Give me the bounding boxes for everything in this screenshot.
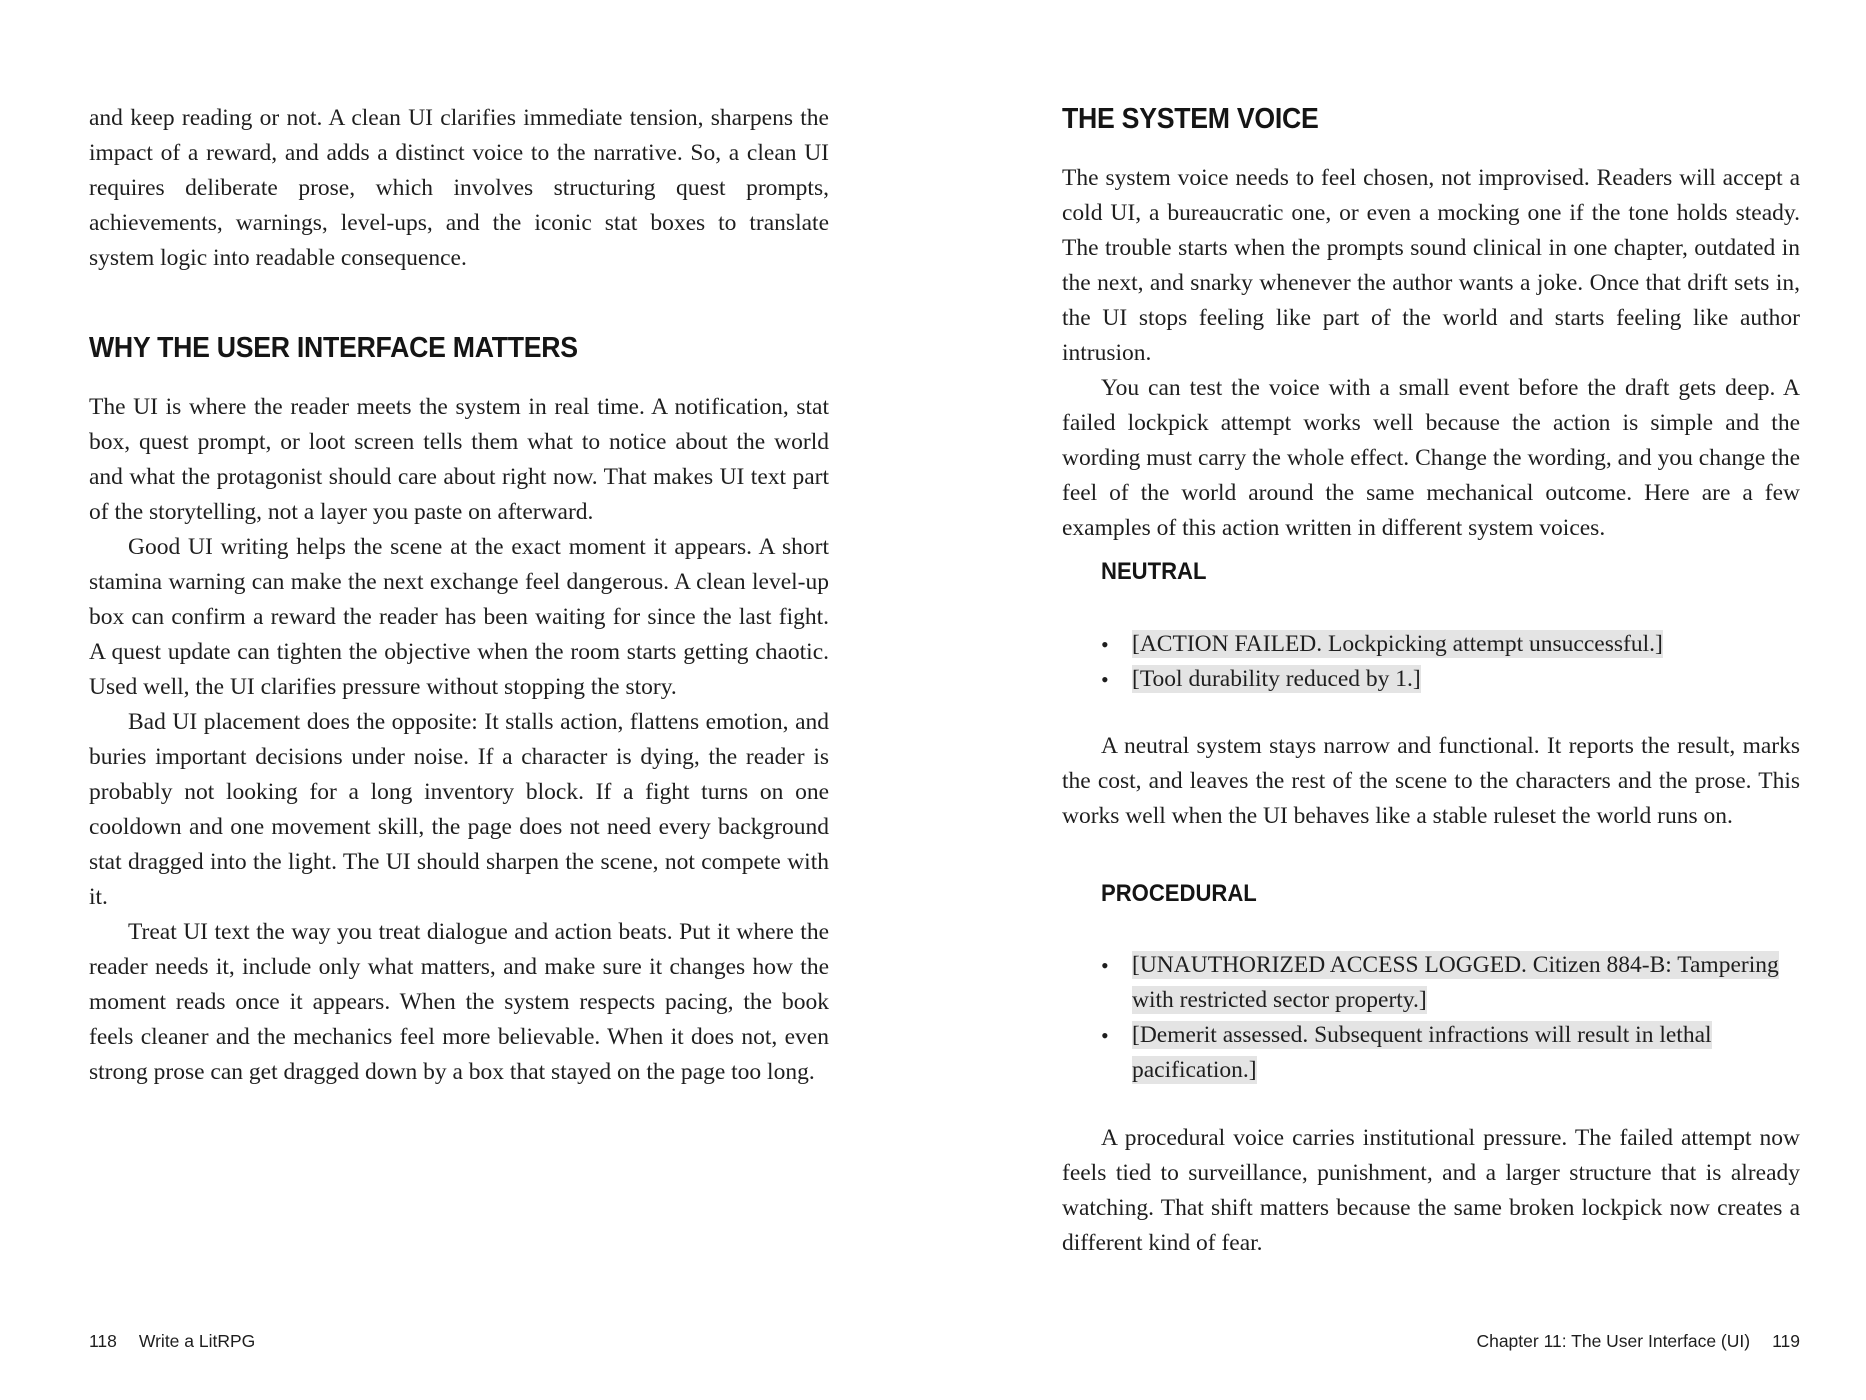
- page-number: 119: [1772, 1331, 1800, 1351]
- system-message: [Tool durability reduced by 1.]: [1132, 666, 1421, 692]
- neutral-paragraph: A neutral system stays narrow and functional. It reports the result, marks the cost, and leaves the rest of the scene to the characters and the prose. This works well when the UI behaves like a stable ruleset the world runs on.: [1062, 733, 1800, 829]
- list-item: [1062, 662, 1800, 697]
- bullet-icon: •: [1101, 667, 1109, 692]
- section-heading-ui-matters: WHY THE USER INTERFACE MATTERS: [89, 332, 578, 364]
- list-item: [1062, 948, 1800, 1018]
- subheading-neutral: NEUTRAL: [1101, 558, 1207, 585]
- page-number: 118: [89, 1331, 117, 1351]
- paragraph: The system voice needs to feel chosen, not improvised. Readers will accept a cold UI, a bureaucratic one, or even a mocking one if the tone holds steady. The trouble starts when the prompts sound clinical in one chapter, outdated in the next, and snarky whenever the author wants a joke. Once that drift sets in, the UI stops feeling like part of the world and starts feeling like author intrusion.: [1062, 165, 1800, 366]
- right-page: [1062, 0, 1800, 1400]
- system-message: [UNAUTHORIZED ACCESS LOGGED. Citizen 884-B: Tampering with restricted sector property.]: [1132, 952, 1779, 1013]
- bullet-icon: •: [1101, 632, 1109, 657]
- chapter-title: Chapter 11: The User Interface (UI): [1476, 1331, 1751, 1351]
- subheading-procedural: PROCEDURAL: [1101, 880, 1257, 907]
- bullet-icon: •: [1101, 1023, 1109, 1048]
- paragraph: Good UI writing helps the scene at the exact moment it appears. A short stamina warning can make the next exchange feel dangerous. A clean level-up box can confirm a reward the reader has been waiting for since the last fight. A quest update can tighten the objective when the room starts getting chaotic. Used well, the UI clarifies pressure without stopping the story.: [89, 534, 829, 700]
- paragraph: Treat UI text the way you treat dialogue and action beats. Put it where the reader needs it, include only what matters, and make sure it changes how the moment reads once it appears. When the system respects pacing, the book feels cleaner and the mechanics feel more believable. When it does not, even strong prose can get dragged down by a box that stayed on the page too long.: [89, 919, 829, 1085]
- system-voice-body: [1062, 161, 1800, 546]
- procedural-example-list: [1062, 948, 1800, 1088]
- system-message: [ACTION FAILED. Lockpicking attempt unsuccessful.]: [1132, 631, 1663, 657]
- intro-paragraph: and keep reading or not. A clean UI clarifies immediate tension, sharpens the impact of a reward, and adds a distinct voice to the narrative. So, a clean UI requires deliberate prose, which involves structuring quest prompts, achievements, warnings, level-ups, and the iconic stat boxes to translate system logic into readable consequence.: [89, 105, 829, 271]
- left-page: [89, 0, 829, 1400]
- right-footer: [1476, 1331, 1800, 1352]
- section-heading-system-voice: THE SYSTEM VOICE: [1062, 103, 1319, 135]
- ui-matters-body: [89, 390, 829, 1090]
- left-footer: [89, 1331, 255, 1352]
- paragraph: Bad UI placement does the opposite: It stalls action, flattens emotion, and buries important decisions under noise. If a character is dying, the reader is probably not looking for a long inventory block. If a fight turns on one cooldown and one movement skill, the page does not need every background stat dragged into the light. The UI should sharpen the scene, not compete with it.: [89, 709, 829, 910]
- system-message: [Demerit assessed. Subsequent infractions will result in lethal pacification.]: [1132, 1022, 1712, 1083]
- list-item: [1062, 627, 1800, 662]
- neutral-example-list: [1062, 627, 1800, 697]
- paragraph: You can test the voice with a small event before the draft gets deep. A failed lockpick attempt works well because the action is simple and the wording must carry the whole effect. Change the wording, and you change the feel of the world around the same mechanical outcome. Here are a few examples of this action written in different system voices.: [1062, 375, 1800, 541]
- book-title: Write a LitRPG: [138, 1331, 256, 1351]
- bullet-icon: •: [1101, 953, 1109, 978]
- paragraph: The UI is where the reader meets the system in real time. A notification, stat box, quest prompt, or loot screen tells them what to notice about the world and what the protagonist should care about right now. That makes UI text part of the storytelling, not a layer you paste on afterward.: [89, 394, 829, 525]
- procedural-paragraph: A procedural voice carries institutional pressure. The failed attempt now feels tied to surveillance, punishment, and a larger structure that is already watching. That shift matters because the same broken lockpick now creates a different kind of fear.: [1062, 1125, 1800, 1256]
- list-item: [1062, 1018, 1800, 1088]
